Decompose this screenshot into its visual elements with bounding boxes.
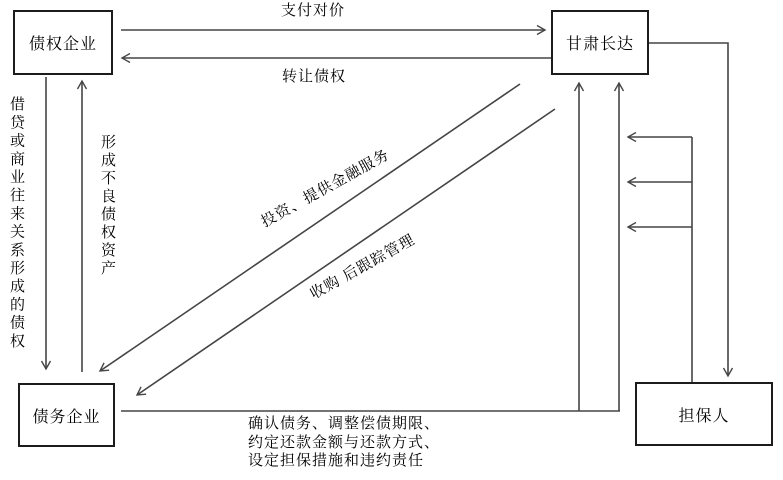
edge-invest-arrow (100, 84, 520, 371)
edge-pay-label: 支付对价 (281, 2, 346, 19)
edge-agreement-label (248, 415, 440, 471)
agreement-line-1: 确认债务、调整偿债期限、 (248, 415, 441, 432)
node-guarantor-label: 担保人 (678, 407, 730, 425)
edge-tracking-label: 收购 后跟踪管理 (307, 231, 419, 303)
node-debtor-label: 债务企业 (32, 408, 101, 426)
edge-bad-assets-label: 形成不良债权资产 (99, 134, 116, 278)
node-guarantor (635, 382, 773, 446)
node-creditor-label: 债权企业 (28, 36, 97, 53)
node-debtor-enterprise (18, 383, 115, 447)
edge-gansu-guarantor-arrow (649, 43, 728, 376)
edge-transfer-label: 转让债权 (282, 68, 347, 85)
node-creditor-enterprise (13, 10, 113, 75)
agreement-line-3: 设定担保措施和违约责任 (248, 452, 425, 469)
agreement-line-2: 约定还款金额与还款方式、 (248, 433, 441, 451)
node-gansu-label: 甘肃长达 (565, 36, 634, 53)
node-gansu-changda (551, 10, 649, 75)
edge-lending-label: 借贷或商业往来关系形成的债权 (8, 96, 25, 351)
edge-tracking-arrow (137, 109, 555, 395)
edge-invest-label: 投资、提供金融服务 (258, 146, 393, 231)
